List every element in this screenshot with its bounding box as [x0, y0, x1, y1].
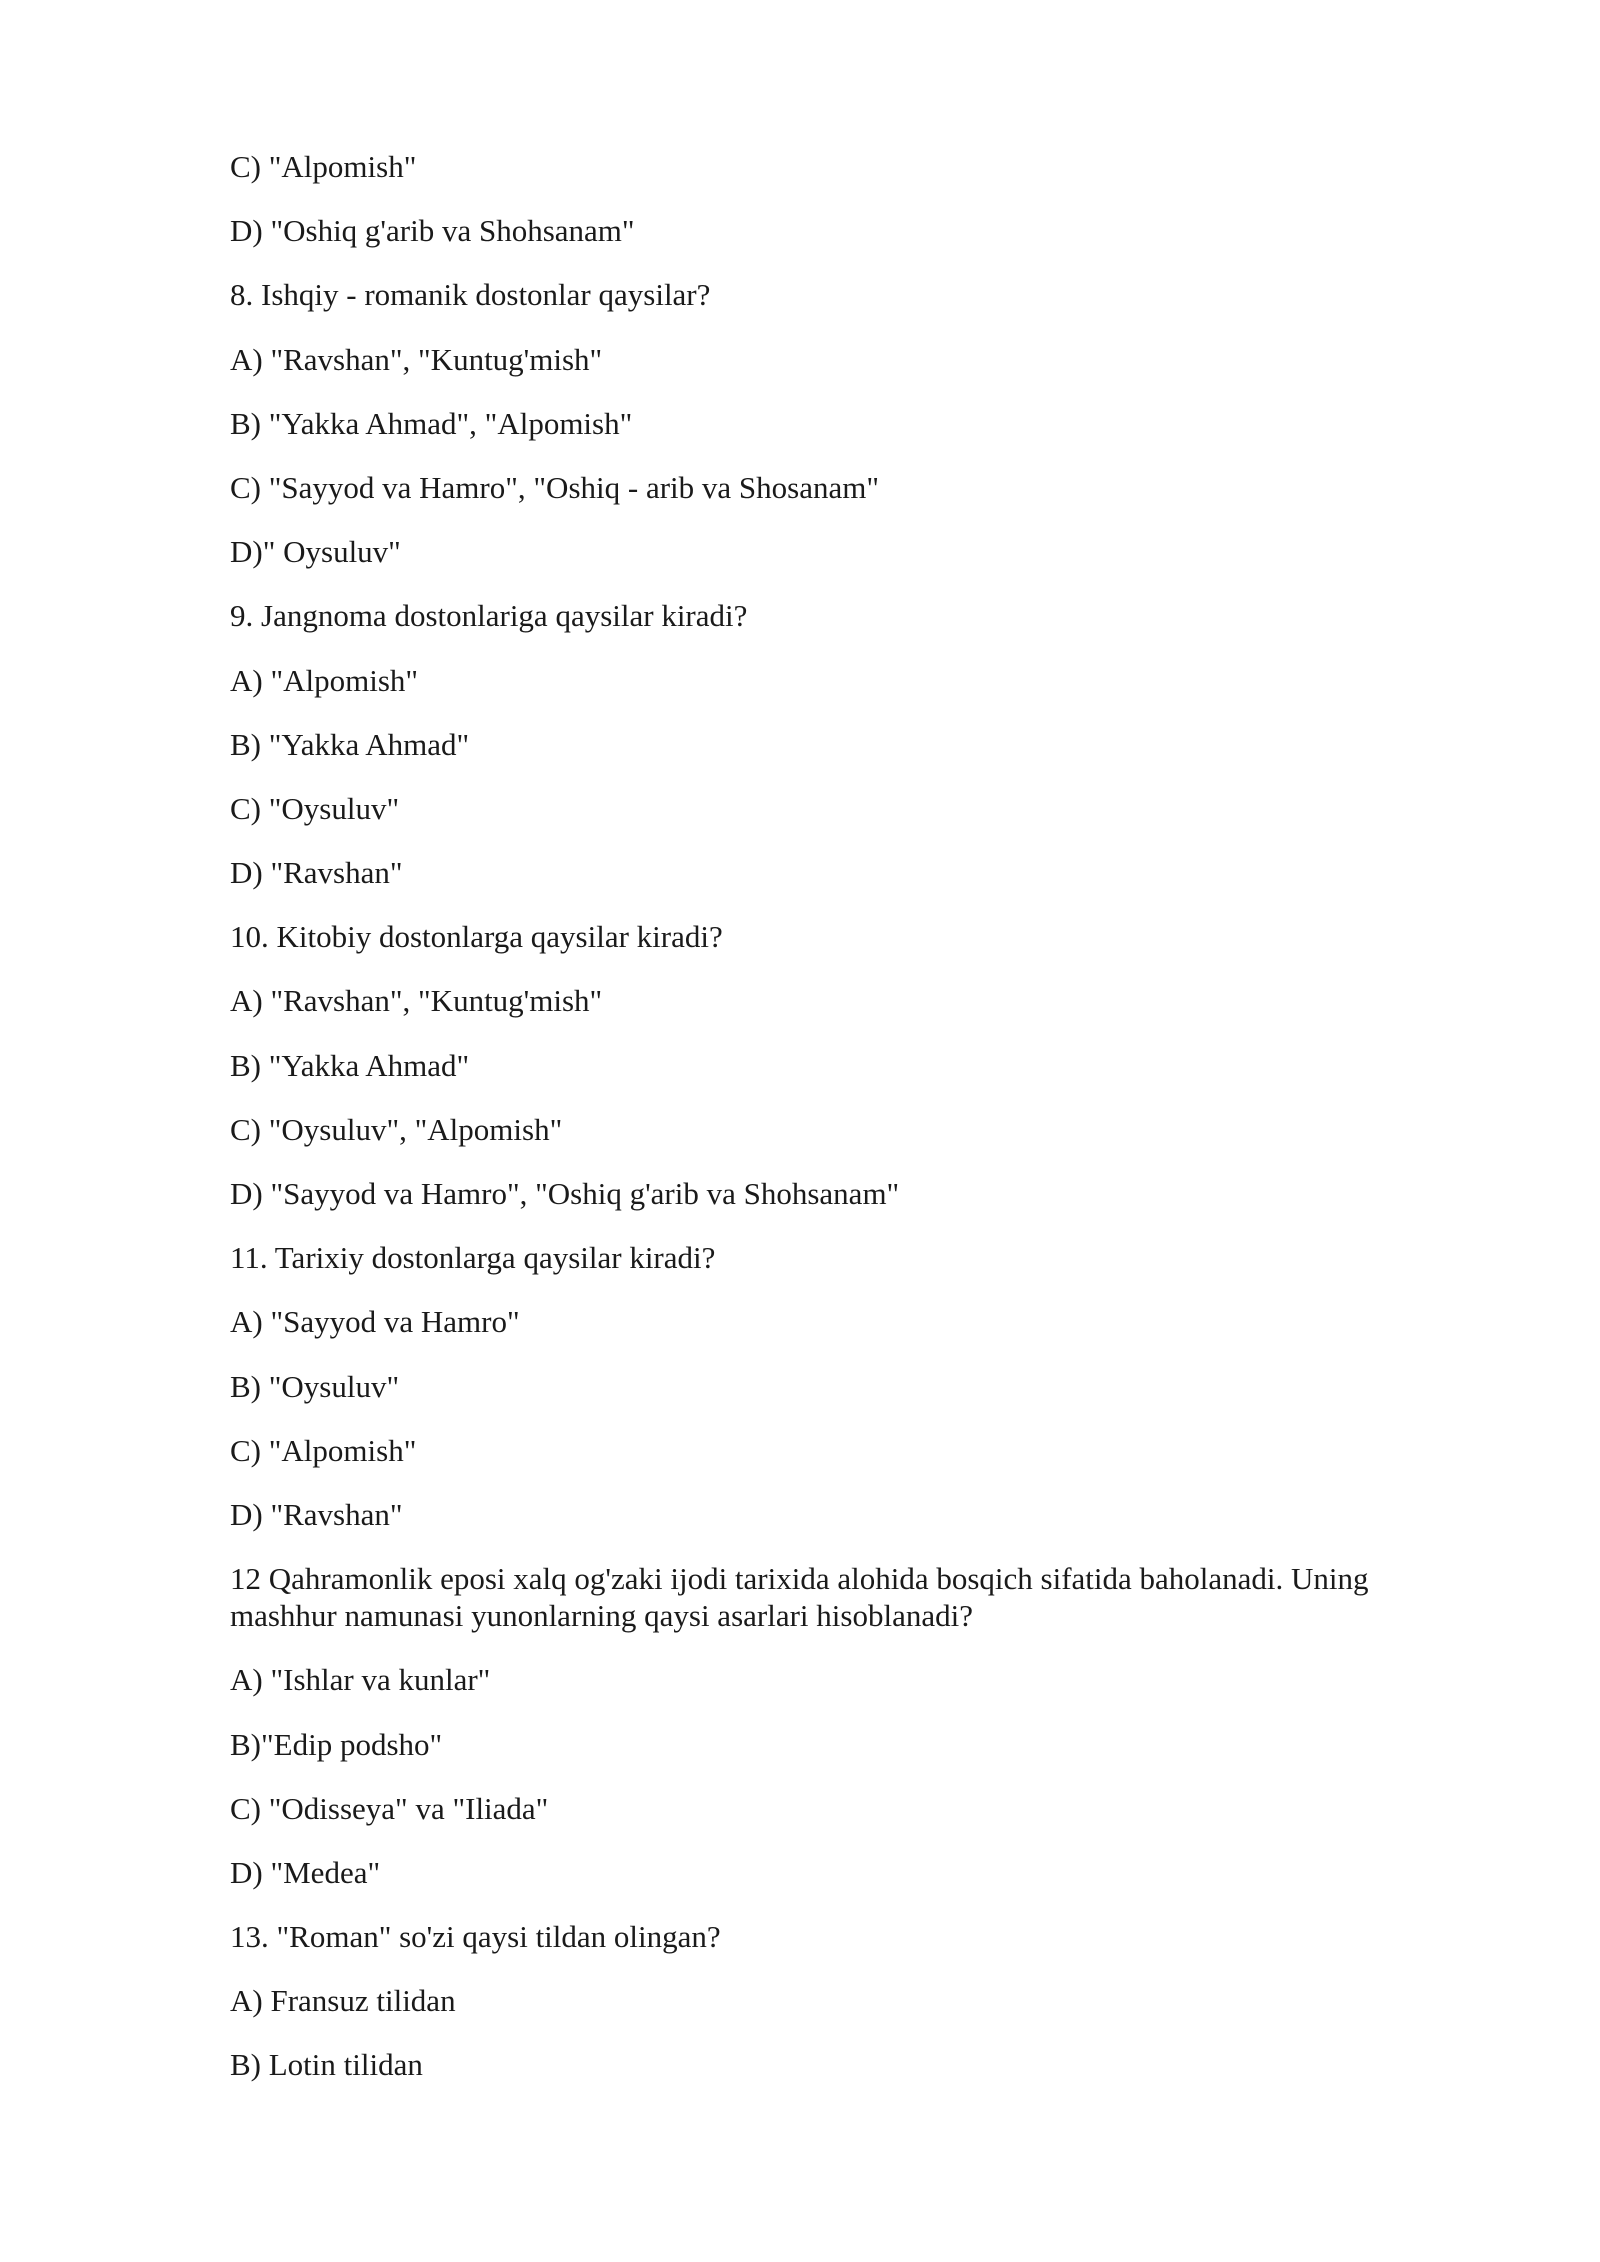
answer-option: D)" Oysuluv"	[230, 534, 401, 570]
question-12: 12 Qahramonlik eposi xalq og'zaki ijodi tarixida alohida bosqich sifatida baholanadi. Uning mashhur namunasi yunonlarning qaysi asarlari hisoblanadi?	[230, 1561, 1369, 1634]
answer-option: C) "Odisseya" va "Iliada"	[230, 1790, 549, 1826]
answer-option: C) "Alpomish"	[230, 149, 417, 184]
answer-option: C) "Sayyod va Hamro", "Oshiq - arib va Shosanam"	[230, 469, 879, 505]
answer-option: C) "Oysuluv"	[230, 790, 400, 826]
answer-option: A) "Alpomish"	[230, 662, 419, 698]
question-9: 9. Jangnoma dostonlariga qaysilar kiradi?	[230, 598, 748, 634]
answer-option: D) "Sayyod va Hamro", "Oshiq g'arib va Shohsanam"	[230, 1176, 900, 1211]
answer-option: B) "Yakka Ahmad"	[230, 1047, 470, 1083]
answer-option: C) "Alpomish"	[230, 1432, 417, 1468]
question-10: 10. Kitobiy dostonlarga qaysilar kiradi?	[230, 919, 723, 955]
answer-option: A) "Sayyod va Hamro"	[230, 1304, 520, 1340]
answer-option: B) "Yakka Ahmad"	[230, 726, 470, 762]
answer-option: A) "Ishlar va kunlar"	[230, 1662, 491, 1698]
question-8: 8. Ishqiy - romanik dostonlar qaysilar?	[230, 277, 711, 313]
answer-option: B) "Yakka Ahmad", "Alpomish"	[230, 405, 633, 441]
answer-option: B)"Edip podsho"	[230, 1726, 443, 1762]
answer-option: B) Lotin tilidan	[230, 2047, 423, 2083]
question-11: 11. Tarixiy dostonlarga qaysilar kiradi?	[230, 1240, 716, 1276]
answer-option: D) "Oshiq g'arib va Shohsanam"	[230, 213, 635, 249]
answer-option: D) "Ravshan"	[230, 855, 403, 891]
answer-option: D) "Ravshan"	[230, 1496, 403, 1532]
answer-option: B) "Oysuluv"	[230, 1368, 400, 1404]
document-body	[230, 148, 1430, 2111]
question-13: 13. "Roman" so'zi qaysi tildan olingan?	[230, 1919, 721, 1955]
answer-option: C) "Oysuluv", "Alpomish"	[230, 1111, 563, 1147]
answer-option: D) "Medea"	[230, 1854, 381, 1890]
answer-option: A) Fransuz tilidan	[230, 1983, 456, 2019]
answer-option: A) "Ravshan", "Kuntug'mish"	[230, 341, 603, 377]
answer-option: A) "Ravshan", "Kuntug'mish"	[230, 983, 603, 1019]
